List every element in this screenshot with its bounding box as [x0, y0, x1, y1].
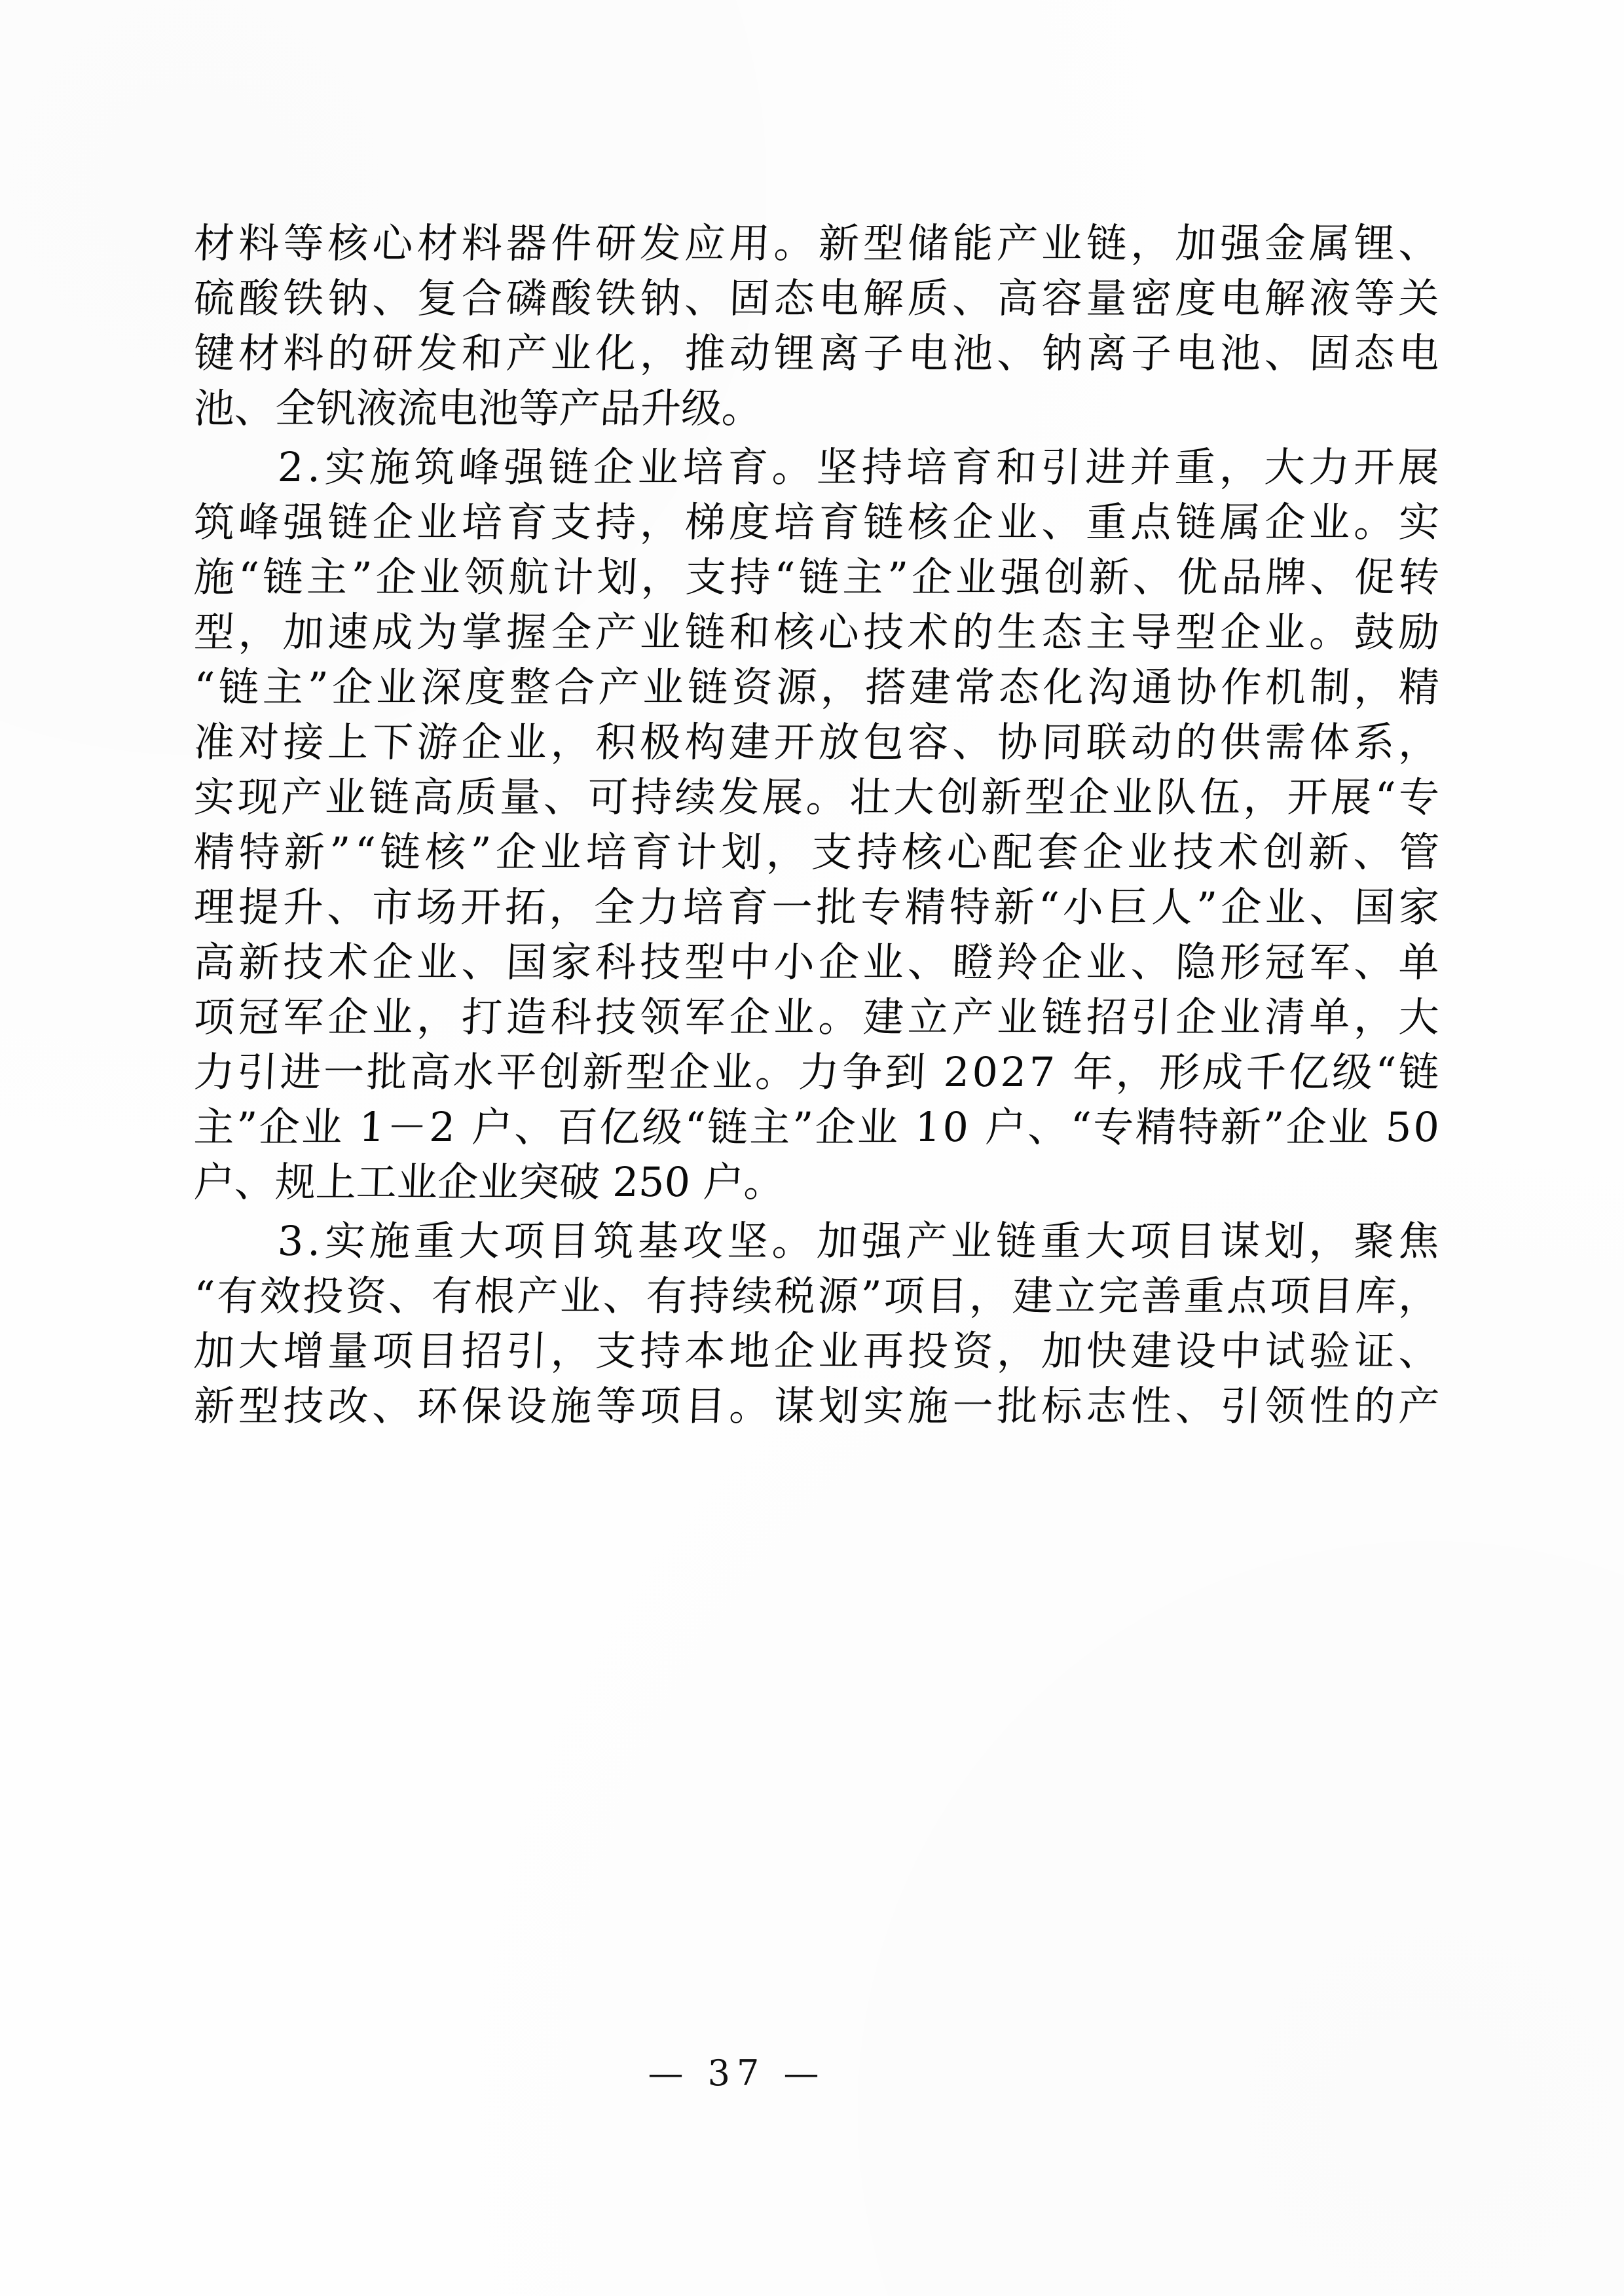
line-text: 加大增量项目招引，支持本地企业再投资，加快建设中试验证、 — [193, 1327, 1445, 1375]
line-text: 池、全钒液流电池等产品升级。 — [193, 384, 764, 432]
line-text: “有效投资、有根产业、有持续税源”项目，建立完善重点项目库， — [193, 1272, 1443, 1320]
text-line — [193, 880, 1445, 935]
line-text: 硫酸铁钠、复合磷酸铁钠、固态电解质、高容量密度电解液等关 — [193, 274, 1445, 322]
line-text: “链主”企业深度整合产业链资源，搭建常态化沟通协作机制，精 — [193, 663, 1445, 711]
text-line — [193, 495, 1445, 550]
line-text: 力引进一批高水平创新型企业。力争到 2027 年，形成千亿级“链 — [193, 1048, 1443, 1096]
text-line — [194, 1100, 1441, 1155]
line-text: 新型技改、环保设施等项目。谋划实施一批标志性、引领性的产 — [193, 1382, 1445, 1430]
paragraph-continuation — [193, 216, 1445, 436]
text-line — [193, 825, 1445, 880]
line-text: 材料等核心材料器件研发应用。新型储能产业链，加强金属锂、 — [193, 219, 1445, 267]
line-text: 型，加速成为掌握全产业链和核心技术的生态主导型企业。鼓励 — [193, 608, 1445, 656]
line-text: 精特新”“链核”企业培育计划，支持核心配套企业技术创新、管 — [193, 828, 1445, 876]
text-line — [193, 605, 1445, 660]
line-text: 主”企业 1－2 户、百亿级“链主”企业 10 户、“专精特新”企业 50 — [193, 1103, 1443, 1151]
line-text: 户、规上工业企业突破 250 户。 — [193, 1158, 786, 1206]
text-line — [193, 935, 1445, 990]
text-line — [193, 1379, 1445, 1434]
text-line — [193, 550, 1444, 605]
line-text: 实现产业链高质量、可持续发展。壮大创新型企业队伍，开展“专 — [193, 773, 1444, 821]
line-text: 3.实施重大项目筑基攻坚。加强产业链重大项目谋划，聚焦 — [276, 1217, 1445, 1265]
page-number: — 37 — — [648, 2052, 826, 2094]
text-line-first — [194, 1214, 1445, 1269]
line-text: 理提升、市场开拓，全力培育一批专精特新“小巨人”企业、国家 — [193, 883, 1445, 931]
text-line — [193, 715, 1445, 770]
paragraph-item-2 — [193, 440, 1445, 1210]
page-body-text — [193, 216, 1445, 1438]
text-line — [194, 1155, 1441, 1210]
text-line — [193, 271, 1445, 326]
text-line — [193, 326, 1445, 381]
line-text: 键材料的研发和产业化，推动锂离子电池、钠离子电池、固态电 — [193, 329, 1445, 377]
line-text: 项冠军企业，打造科技领军企业。建立产业链招引企业清单，大 — [193, 993, 1445, 1041]
text-line — [193, 216, 1445, 271]
line-text: 筑峰强链企业培育支持，梯度培育链核企业、重点链属企业。实 — [193, 498, 1445, 546]
text-line — [193, 990, 1445, 1045]
line-text: 高新技术企业、国家科技型中小企业、瞪羚企业、隐形冠军、单 — [193, 938, 1445, 986]
line-text: 施“链主”企业领航计划，支持“链主”企业强创新、优品牌、促转 — [193, 553, 1444, 601]
text-line — [193, 770, 1444, 825]
line-text: 2.实施筑峰强链企业培育。坚持培育和引进并重，大力开展 — [276, 443, 1445, 491]
line-text: 准对接上下游企业，积极构建开放包容、协同联动的供需体系， — [193, 718, 1445, 766]
text-line — [194, 1045, 1441, 1100]
text-line-first — [194, 440, 1445, 495]
text-line — [194, 381, 1441, 436]
text-line — [194, 1269, 1441, 1324]
page-footer — [0, 2052, 1624, 2094]
paragraph-item-3 — [193, 1214, 1445, 1434]
text-line — [193, 660, 1445, 715]
text-line — [193, 1324, 1445, 1379]
